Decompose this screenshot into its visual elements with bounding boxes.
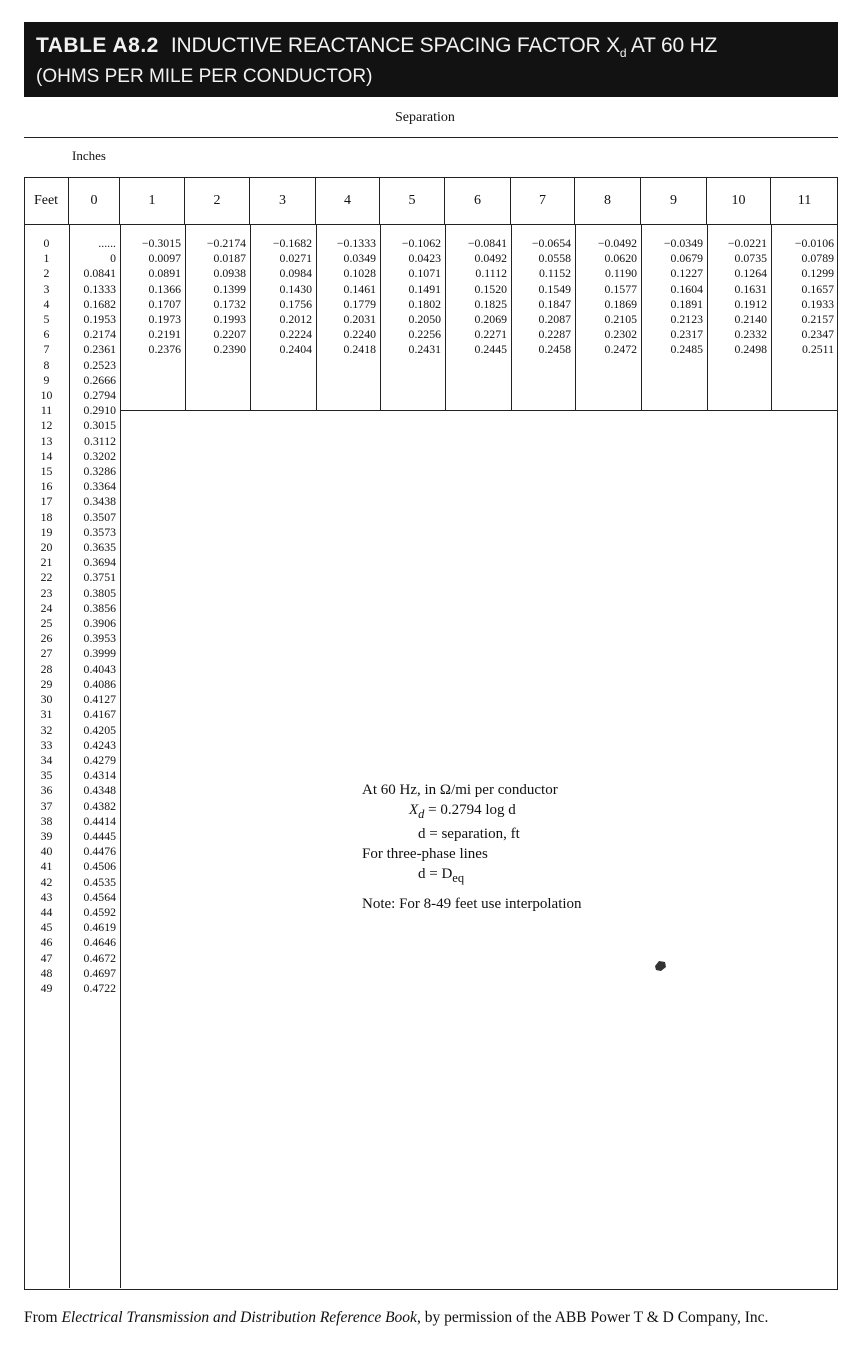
table-cell: 0.2012 xyxy=(279,312,312,327)
title-text-end: AT 60 HZ xyxy=(626,34,718,57)
table-cell: 0.3953 xyxy=(83,631,116,646)
header-cell: 10 xyxy=(707,178,771,224)
table-cell: 0.3112 xyxy=(83,433,116,448)
table-cell: 0.1152 xyxy=(538,266,571,281)
table-cell: 0.2472 xyxy=(604,342,637,357)
table-cell: 0.2390 xyxy=(213,342,246,357)
table-cell: 40 xyxy=(40,844,53,859)
note-equation xyxy=(362,800,582,824)
table-cell: 0.2431 xyxy=(408,342,441,357)
inch-10-column xyxy=(707,236,771,358)
table-cell: 39 xyxy=(40,828,53,843)
table-cell: 0.2332 xyxy=(734,327,767,342)
table-cell: 0.1631 xyxy=(734,281,767,296)
table-cell: 0.0097 xyxy=(148,251,181,266)
table-cell: −0.0841 xyxy=(467,236,507,250)
table-cell: 0.0423 xyxy=(408,251,441,266)
table-cell: 16 xyxy=(40,479,53,494)
header-cell: 3 xyxy=(250,178,316,224)
table-cell: 0.1264 xyxy=(734,266,767,281)
table-cell: 0.2256 xyxy=(408,327,441,342)
table-cell: −0.0349 xyxy=(663,236,703,250)
credit-post: , by permission of the ABB Power T & D Company, Inc. xyxy=(416,1309,769,1326)
table-cell: 0.4506 xyxy=(83,859,116,874)
table-cell: 18 xyxy=(40,509,53,524)
title-subscript: d xyxy=(619,46,627,61)
inch-3-column xyxy=(250,236,316,358)
note-line-units: At 60 Hz, in Ω/mi per conductor xyxy=(362,782,558,798)
table-cell: 0.1912 xyxy=(734,296,767,311)
table-cell: 42 xyxy=(40,874,53,889)
table-cell: 0.1869 xyxy=(604,296,637,311)
table-cell: 0.1299 xyxy=(801,266,834,281)
table-cell: 0.4086 xyxy=(83,676,116,691)
table-cell: 0.2240 xyxy=(343,327,376,342)
table-cell: 0.1227 xyxy=(670,266,703,281)
table-cell: 21 xyxy=(40,555,53,570)
table-cell: 0.4414 xyxy=(83,813,116,828)
table-cell: 38 xyxy=(40,813,53,828)
table-cell: 7 xyxy=(43,342,50,357)
table-cell: 22 xyxy=(40,570,53,585)
table-cell: 0.4127 xyxy=(83,692,116,707)
table-cell: 0.0271 xyxy=(279,251,312,266)
table-cell: 0.2105 xyxy=(604,312,637,327)
note-interpolation: Note: For 8-49 feet use interpolation xyxy=(362,896,582,912)
separation-label: Separation xyxy=(395,110,455,125)
table-cell: −0.2174 xyxy=(206,236,246,250)
table-cell: 0.3202 xyxy=(83,448,116,463)
table-cell: 0.1577 xyxy=(604,281,637,296)
header-cell: 8 xyxy=(575,178,641,224)
header-cell: 7 xyxy=(511,178,575,224)
table-cell: 0.2191 xyxy=(148,327,181,342)
header-cell: 5 xyxy=(380,178,445,224)
table-cell: 0.4167 xyxy=(83,707,116,722)
table-cell: 0.0558 xyxy=(538,251,571,266)
table-cell: 4 xyxy=(43,296,50,311)
table-cell: 36 xyxy=(40,783,53,798)
table-cell: 0.2271 xyxy=(474,327,507,342)
table-cell: 0.2069 xyxy=(474,312,507,327)
header-cell: 0 xyxy=(69,178,120,224)
table-cell: 0.1520 xyxy=(474,281,507,296)
header-cell: 9 xyxy=(641,178,707,224)
inch-1-column xyxy=(120,236,185,358)
source-credit xyxy=(24,1306,834,1330)
table-cell: 0.4476 xyxy=(83,844,116,859)
table-cell: 0.3906 xyxy=(83,616,116,631)
table-cell: 0.1847 xyxy=(538,296,571,311)
table-cell: −0.0221 xyxy=(727,236,767,250)
table-cell: 46 xyxy=(40,935,53,950)
table-cell: 0.2404 xyxy=(279,342,312,357)
table-cell: 0.3635 xyxy=(83,540,116,555)
table-cell: 0.3751 xyxy=(83,570,116,585)
ink-speck-icon xyxy=(653,960,667,972)
table-cell: 0.0891 xyxy=(148,266,181,281)
table-cell: 0.2140 xyxy=(734,312,767,327)
table-cell: 23 xyxy=(40,585,53,600)
inch-2-column xyxy=(185,236,250,358)
table-cell: 0.1190 xyxy=(604,266,637,281)
table-cell: 0.2050 xyxy=(408,312,441,327)
header-cell: 1 xyxy=(120,178,185,224)
table-cell: 0.1993 xyxy=(213,312,246,327)
table-cell: 0.0492 xyxy=(474,251,507,266)
table-cell: 0 xyxy=(110,251,116,266)
table-cell: 0.1732 xyxy=(213,296,246,311)
table-cell: 0.2317 xyxy=(670,327,703,342)
table-cell: 6 xyxy=(43,327,50,342)
table-cell: −0.0492 xyxy=(597,236,637,250)
table-cell: 29 xyxy=(40,676,53,691)
table-cell: −0.1682 xyxy=(272,236,312,250)
table-cell: 0.4619 xyxy=(83,920,116,935)
table-cell: −0.0106 xyxy=(794,236,834,250)
table-cell: 0.3364 xyxy=(83,479,116,494)
table-cell: 26 xyxy=(40,631,53,646)
table-cell: 0.1491 xyxy=(408,281,441,296)
table-cell: 0.2123 xyxy=(670,312,703,327)
table-cell: 0.2302 xyxy=(604,327,637,342)
table-cell: 0.1657 xyxy=(801,281,834,296)
title-text: INDUCTIVE REACTANCE SPACING FACTOR X xyxy=(170,34,620,57)
table-cell: 0.3694 xyxy=(83,555,116,570)
title-line-2: (OHMS PER MILE PER CONDUCTOR) xyxy=(36,66,373,88)
table-cell: 0.1399 xyxy=(213,281,246,296)
note-separation-def: d = separation, ft xyxy=(418,826,520,842)
table-cell: 0.4445 xyxy=(83,828,116,843)
table-cell: 0.2287 xyxy=(538,327,571,342)
table-cell: 0.2794 xyxy=(83,388,116,403)
table-title-banner xyxy=(24,22,838,97)
table-cell: 0.3015 xyxy=(83,418,116,433)
table-cell: 0.0735 xyxy=(734,251,767,266)
table-cell: 0.3805 xyxy=(83,585,116,600)
header-cell: Feet xyxy=(24,178,69,224)
table-cell: 0.2157 xyxy=(801,312,834,327)
table-cell: 0.4205 xyxy=(83,722,116,737)
table-cell: 0.1953 xyxy=(83,312,116,327)
table-cell: 0.4697 xyxy=(83,965,116,980)
table-cell: 0.2376 xyxy=(148,342,181,357)
table-cell: 33 xyxy=(40,737,53,752)
table-cell: 0.2031 xyxy=(343,312,376,327)
table-cell: 0.0938 xyxy=(213,266,246,281)
table-cell: 0.4564 xyxy=(83,889,116,904)
table-cell: 0.4672 xyxy=(83,950,116,965)
table-cell: −0.3015 xyxy=(141,236,181,250)
table-cell: 24 xyxy=(40,600,53,615)
table-cell: 0.3438 xyxy=(83,494,116,509)
table-cell: 13 xyxy=(40,433,53,448)
formula-note xyxy=(362,780,582,914)
table-cell: 0.2498 xyxy=(734,342,767,357)
table-cell: 0.4592 xyxy=(83,904,116,919)
header-rule xyxy=(24,224,838,225)
table-cell: 0.4535 xyxy=(83,874,116,889)
table-cell: 0.4382 xyxy=(83,798,116,813)
table-cell: 1 xyxy=(43,251,50,266)
note-deq xyxy=(362,864,582,888)
inch-0-column xyxy=(69,236,120,996)
table-cell: 0.1802 xyxy=(408,296,441,311)
table-cell: 0 xyxy=(43,236,50,250)
deq-subscript: eq xyxy=(452,871,465,885)
table-cell: 45 xyxy=(40,920,53,935)
table-cell: 0.1549 xyxy=(538,281,571,296)
top-rule xyxy=(24,137,838,138)
table-cell: 0.1779 xyxy=(343,296,376,311)
table-cell: 0.3573 xyxy=(83,524,116,539)
eq-rhs: = 0.2794 log d xyxy=(424,802,516,818)
table-cell: 0.2347 xyxy=(801,327,834,342)
table-cell: 0.1756 xyxy=(279,296,312,311)
eq-subscript: d xyxy=(418,807,425,821)
table-cell: 0.2485 xyxy=(670,342,703,357)
inch-6-column xyxy=(445,236,511,358)
table-cell: 12 xyxy=(40,418,53,433)
table-cell: 0.2087 xyxy=(538,312,571,327)
block-bottom-rule xyxy=(120,410,838,411)
eq-symbol: X xyxy=(409,802,419,818)
inch0-divider xyxy=(120,224,121,1288)
table-cell: 0.2418 xyxy=(343,342,376,357)
table-cell: 11 xyxy=(40,403,53,418)
table-cell: 35 xyxy=(40,768,53,783)
table-cell: −0.1062 xyxy=(401,236,441,250)
table-cell: 0.0349 xyxy=(343,251,376,266)
table-cell: 0.4646 xyxy=(83,935,116,950)
table-cell: 5 xyxy=(43,312,50,327)
table-cell: 0.1825 xyxy=(474,296,507,311)
header-cell: 4 xyxy=(316,178,380,224)
table-cell: 0.0789 xyxy=(801,251,834,266)
table-cell: 0.2224 xyxy=(279,327,312,342)
table-cell: 0.0841 xyxy=(83,266,116,281)
table-cell: 3 xyxy=(43,281,50,296)
inch-7-column xyxy=(511,236,575,358)
table-cell: 0.4348 xyxy=(83,783,116,798)
table-cell: 44 xyxy=(40,904,53,919)
feet-column xyxy=(24,236,69,996)
table-cell: −0.0654 xyxy=(531,236,571,250)
table-number: TABLE A8.2 xyxy=(36,34,159,57)
table-cell: 0.1028 xyxy=(343,266,376,281)
table-cell: 48 xyxy=(40,965,53,980)
table-cell: −0.1333 xyxy=(336,236,376,250)
table-cell: 20 xyxy=(40,540,53,555)
table-cell: 0.1071 xyxy=(408,266,441,281)
table-cell: 32 xyxy=(40,722,53,737)
deq-lhs: d = D xyxy=(418,866,453,882)
table-cell: 0.2523 xyxy=(83,357,116,372)
header-cell: 2 xyxy=(185,178,250,224)
table-cell: 8 xyxy=(43,357,50,372)
table-cell: 0.1891 xyxy=(670,296,703,311)
table-cell: 0.2458 xyxy=(538,342,571,357)
table-cell: 0.2445 xyxy=(474,342,507,357)
inch-9-column xyxy=(641,236,707,358)
table-cell: 0.0984 xyxy=(279,266,312,281)
table-cell: 10 xyxy=(40,388,53,403)
table-cell: 9 xyxy=(43,372,50,387)
table-cell: 47 xyxy=(40,950,53,965)
table-cell: 0.4243 xyxy=(83,737,116,752)
table-cell: 0.4722 xyxy=(83,980,116,995)
table-cell: 0.0187 xyxy=(213,251,246,266)
table-cell: 0.1933 xyxy=(801,296,834,311)
table-cell: 14 xyxy=(40,448,53,463)
inch-4-column xyxy=(316,236,380,358)
table-cell: 2 xyxy=(43,266,50,281)
table-cell: 0.1430 xyxy=(279,281,312,296)
header-cell: 11 xyxy=(797,193,812,208)
table-cell: 0.0620 xyxy=(604,251,637,266)
inches-label: Inches xyxy=(72,148,106,163)
table-cell: 0.2361 xyxy=(83,342,116,357)
table-cell: 0.3999 xyxy=(83,646,116,661)
credit-pre: From xyxy=(24,1309,62,1326)
table-cell: 30 xyxy=(40,692,53,707)
table-cell: 41 xyxy=(40,859,53,874)
table-cell: 0.3507 xyxy=(83,509,116,524)
table-cell: 25 xyxy=(40,616,53,631)
header-cell: 6 xyxy=(445,178,511,224)
table-cell: 0.1682 xyxy=(83,296,116,311)
table-cell: 0.1333 xyxy=(83,281,116,296)
table-cell: 37 xyxy=(40,798,53,813)
table-cell: 15 xyxy=(40,464,53,479)
title-line-1 xyxy=(36,34,838,65)
table-cell: 28 xyxy=(40,661,53,676)
table-cell: 0.2666 xyxy=(83,372,116,387)
table-cell: 0.0679 xyxy=(670,251,703,266)
table-cell: 0.1707 xyxy=(148,296,181,311)
table-cell: 0.1604 xyxy=(670,281,703,296)
table-cell: 49 xyxy=(40,980,53,995)
inch-5-column xyxy=(380,236,445,358)
table-cell: 0.4279 xyxy=(83,752,116,767)
table-cell: 43 xyxy=(40,889,53,904)
table-cell: 0.1461 xyxy=(343,281,376,296)
table-cell: 31 xyxy=(40,707,53,722)
inch-11-column xyxy=(771,236,838,358)
table-cell: 0.2207 xyxy=(213,327,246,342)
table-cell: 0.4043 xyxy=(83,661,116,676)
table-cell: 0.2511 xyxy=(801,342,834,357)
table-cell: 27 xyxy=(40,646,53,661)
table-cell: 0.3856 xyxy=(83,600,116,615)
table-cell: 0.1366 xyxy=(148,281,181,296)
table-cell: 0.1973 xyxy=(148,312,181,327)
table-cell: 34 xyxy=(40,752,53,767)
table-cell: 19 xyxy=(40,524,53,539)
table-cell: ...... xyxy=(98,236,116,250)
note-three-phase: For three-phase lines xyxy=(362,846,488,862)
table-cell: 0.2174 xyxy=(83,327,116,342)
table-cell: 0.4314 xyxy=(83,768,116,783)
inch-8-column xyxy=(575,236,641,358)
table-cell: 17 xyxy=(40,494,53,509)
table-cell: 0.2910 xyxy=(83,403,116,418)
table-cell: 0.1112 xyxy=(475,266,507,281)
table-cell: 0.3286 xyxy=(83,464,116,479)
credit-book: Electrical Transmission and Distribution Reference Book xyxy=(61,1309,417,1326)
